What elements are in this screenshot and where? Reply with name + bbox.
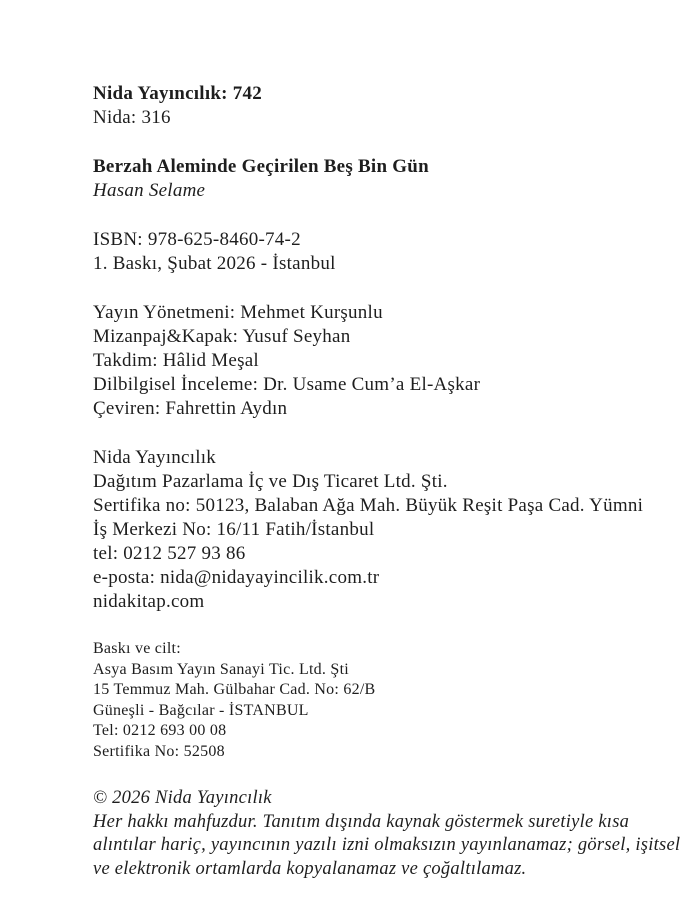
credit-presentation: Takdim: Hâlid Meşal [93,350,259,371]
isbn-line: ISBN: 978-625-8460-74-2 [93,229,301,250]
publisher-name: Nida Yayıncılık [93,447,217,468]
rights-line-2: alıntılar hariç, yayıncının yazılı izni olmaksızın yayınlanamaz; görsel, işitsel [93,835,681,855]
publisher-company: Dağıtım Pazarlama İç ve Dış Ticaret Ltd. Şti. [93,471,448,492]
series-block [93,82,643,130]
printer-district: Güneşli - Bağcılar - İSTANBUL [93,701,309,719]
rights-line-1: Her hakkı mahfuzdur. Tanıtım dışında kaynak göstermek suretiyle kısa [93,811,630,832]
copyright-block [93,787,681,881]
printer-certificate: Sertifika No: 52508 [93,742,225,760]
publisher-certificate-address: Sertifika no: 50123, Balaban Ağa Mah. Büyük Reşit Paşa Cad. Yümni [93,495,644,516]
book-title: Berzah Aleminde Geçirilen Beş Bin Gün [93,156,429,177]
credit-grammar-review: Dilbilgisel İnceleme: Dr. Usame Cum’a El-Aşkar [93,374,481,395]
book-author: Hasan Selame [93,180,206,201]
rights-line-3: ve elektronik ortamlarda kopyalanamaz ve çoğaltılamaz. [93,858,527,879]
credit-layout-cover: Mizanpaj&Kapak: Yusuf Seyhan [93,326,351,347]
printer-block [93,639,643,762]
series-number: Nida Yayıncılık: 742 [93,83,262,104]
printer-phone: Tel: 0212 693 00 08 [93,722,227,739]
credit-translator: Çeviren: Fahrettin Aydın [93,398,288,419]
printer-street: 15 Temmuz Mah. Gülbahar Cad. No: 62/B [93,681,376,698]
publisher-address: İş Merkezi No: 16/11 Fatih/İstanbul [93,519,375,540]
publisher-email: e-posta: nida@nidayayincilik.com.tr [93,567,380,588]
edition-block [93,228,643,276]
credit-editor: Yayın Yönetmeni: Mehmet Kurşunlu [93,302,383,323]
title-block [93,155,643,203]
printer-company: Asya Basım Yayın Sanayi Tic. Ltd. Şti [93,660,349,678]
publisher-block [93,446,643,614]
copyright-notice: © 2026 Nida Yayıncılık [93,788,272,808]
series-sub-number: Nida: 316 [93,107,171,128]
publisher-phone: tel: 0212 527 93 86 [93,543,246,564]
credits-block [93,301,643,421]
printing-line: 1. Baskı, Şubat 2026 - İstanbul [93,253,336,274]
publisher-website: nidakitap.com [93,591,205,612]
printer-heading: Baskı ve cilt: [93,640,181,657]
